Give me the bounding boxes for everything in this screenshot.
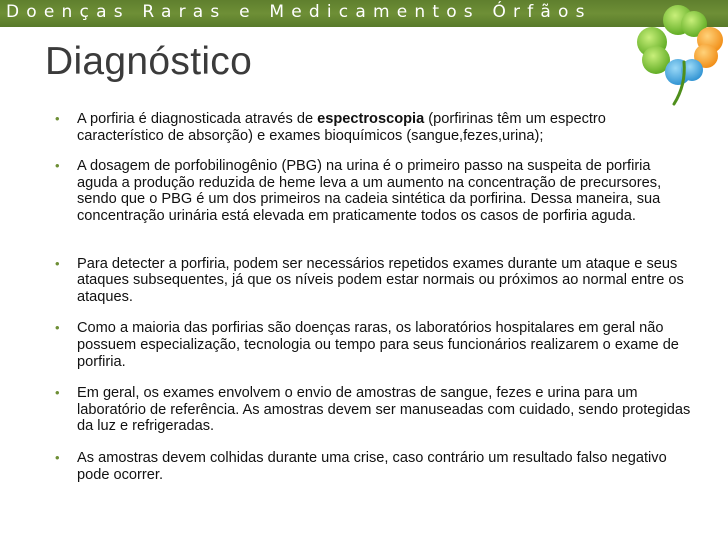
- bullet-text-before: A porfiria é diagnosticada através de: [77, 111, 318, 127]
- bullet-text-bold: espectroscopia: [317, 111, 425, 127]
- list-item: [53, 385, 693, 435]
- bullet-dot: •: [55, 320, 60, 336]
- list-item: [53, 256, 693, 306]
- slide-title: Diagnóstico: [45, 40, 253, 83]
- bullet-text: Em geral, os exames envolvem o envio de amostras de sangue, fezes e urina para um laboratório de referência. As amostras devem ser manuseadas com cuidado, sendo protegidas da luz e refrigeradas.: [77, 385, 691, 435]
- list-item: [53, 450, 693, 483]
- bullet-text: As amostras devem colhidas durante uma crise, caso contrário um resultado falso negativo pode ocorrer.: [77, 449, 667, 483]
- four-leaf-clover-icon: [630, 0, 728, 108]
- bullet-dot: •: [55, 449, 60, 465]
- bullet-dot: •: [55, 255, 60, 271]
- bullet-text-after: (porfirinas têm um espectro característico de absorção) e exames bioquímicos (sangue,fezes,urina);: [77, 111, 606, 144]
- bullet-dot: •: [55, 158, 60, 174]
- header-banner: [0, 0, 728, 27]
- banner-title: Doenças Raras e Medicamentos Órfãos: [6, 2, 592, 22]
- bullet-dot: •: [55, 111, 60, 126]
- clover-leaf-left: [637, 27, 670, 74]
- bullet-text: Para detecter a porfiria, podem ser necessários repetidos exames durante um ataque e seus ataques subsequentes, já que os níveis podem estar normais ou próximos ao normal entre os ataques.: [77, 255, 684, 305]
- bullet-list: [53, 111, 693, 483]
- bullet-text: A dosagem de porfobilinogênio (PBG) na urina é o primeiro passo na suspeita de porfiria aguda a produção reduzida de heme leva a um aumento na concentração de precursores, sendo que o PBG é um dos primeiros na cadeia sintética da porfirina. Dessa maneira, sua concentração urinária está elevada em praticamente todos os casos de porfiria aguda.: [77, 158, 662, 224]
- list-item: [53, 111, 693, 144]
- bullet-dot: •: [55, 385, 60, 401]
- list-item: [53, 158, 693, 224]
- list-item: [53, 320, 693, 370]
- bullet-text: Como a maioria das porfirias são doenças raras, os laboratórios hospitalares em geral não possuem especialização, tecnologia ou tempo para seus funcionários realizarem o exame de porfiria.: [77, 320, 679, 370]
